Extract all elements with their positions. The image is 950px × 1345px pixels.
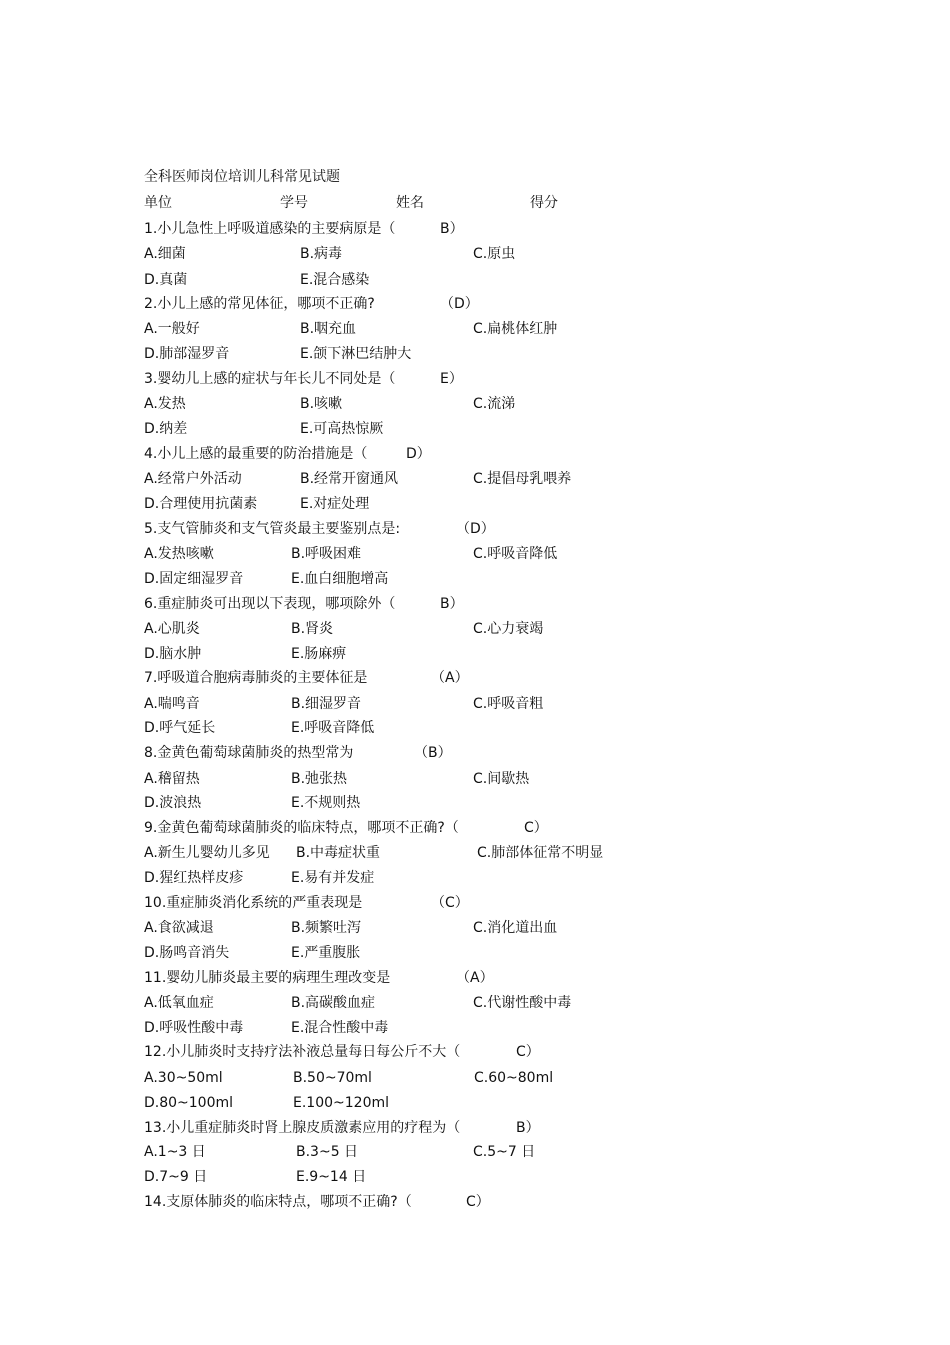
question-stem: 9.金黄色葡萄球菌肺炎的临床特点，哪项不正确?（ C） (144, 816, 744, 841)
option-e: E.血白细胞增高 (291, 571, 389, 587)
option-d: D.80~100ml (144, 1095, 234, 1111)
option-d: D.肺部湿罗音 (144, 346, 230, 362)
option-e: E.易有并发症 (291, 870, 375, 886)
options-row (144, 941, 744, 966)
options-row (144, 617, 744, 642)
options-row (144, 342, 744, 367)
options-row (144, 542, 744, 567)
score-field-label: 得分 (530, 195, 558, 211)
options-row (144, 692, 744, 717)
option-a: A.食欲减退 (144, 920, 214, 936)
question-stem: 4.小儿上感的最重要的防治措施是（ D） (144, 442, 744, 467)
option-a: A.喘鸣音 (144, 696, 200, 712)
option-e: E.呼吸音降低 (291, 720, 375, 736)
unit-field-label: 单位 (144, 195, 172, 211)
option-d: D.呼吸性酸中毒 (144, 1020, 244, 1036)
answer-key: B） (440, 596, 464, 612)
question-stem: 7.呼吸道合胞病毒肺炎的主要体征是 （A） (144, 666, 744, 691)
option-b: B.50~70ml (293, 1070, 372, 1086)
option-a: A.细菌 (144, 246, 186, 262)
option-c: C.提倡母乳喂养 (473, 471, 572, 487)
answer-key: （A） (456, 970, 494, 986)
option-b: B.病毒 (300, 246, 343, 262)
option-d: D.7~9 日 (144, 1169, 208, 1185)
option-c: C.代谢性酸中毒 (473, 995, 572, 1011)
option-d: D.纳差 (144, 421, 188, 437)
option-c: C.呼吸音粗 (473, 696, 544, 712)
option-d: D.脑水肿 (144, 646, 202, 662)
option-d: D.呼气延长 (144, 720, 216, 736)
option-b: B.弛张热 (291, 771, 348, 787)
options-row (144, 467, 744, 492)
option-b: B.3~5 日 (296, 1144, 359, 1160)
options-row (144, 1165, 744, 1190)
option-b: B.呼吸困难 (291, 546, 362, 562)
options-row (144, 767, 744, 792)
option-c: C.肺部体征常不明显 (477, 845, 604, 861)
question-stem: 12.小儿肺炎时支持疗法补液总量每日每公斤不大（ C） (144, 1040, 744, 1065)
option-c: C.流涕 (473, 396, 516, 412)
option-d: D.波浪热 (144, 795, 202, 811)
answer-key: （A） (431, 670, 469, 686)
options-row (144, 392, 744, 417)
option-b: B.经常开窗通风 (300, 471, 399, 487)
option-e: E.混合感染 (300, 272, 370, 288)
answer-key: C） (516, 1044, 540, 1060)
option-c: C.5~7 日 (473, 1144, 536, 1160)
options-row (144, 1066, 744, 1091)
options-row (144, 268, 744, 293)
option-b: B.肾炎 (291, 621, 334, 637)
options-row (144, 716, 744, 741)
question-stem: 5.支气管肺炎和支气管炎最主要鉴别点是: （D） (144, 517, 744, 542)
option-c: C.心力衰竭 (473, 621, 544, 637)
document-title (144, 165, 340, 190)
option-b: B.频繁吐泻 (291, 920, 362, 936)
question-stem: 14.支原体肺炎的临床特点，哪项不正确?（ C） (144, 1190, 744, 1215)
option-d: D.肠鸣音消失 (144, 945, 230, 961)
question-stem: 1.小儿急性上呼吸道感染的主要病原是（ B） (144, 217, 744, 242)
option-a: A.新生儿婴幼儿多见 (144, 845, 270, 861)
option-c: C.扁桃体红肿 (473, 321, 558, 337)
option-b: B.细湿罗音 (291, 696, 362, 712)
options-row (144, 317, 744, 342)
answer-key: （D） (456, 521, 495, 537)
answer-key: B） (440, 221, 464, 237)
question-stem: 10.重症肺炎消化系统的严重表现是 （C） (144, 891, 744, 916)
answer-key: （B） (414, 745, 452, 761)
options-row (144, 841, 744, 866)
option-e: E.不规则热 (291, 795, 361, 811)
question-stem: 13.小儿重症肺炎时肾上腺皮质激素应用的疗程为（ B） (144, 1116, 744, 1141)
option-e: E.9~14 日 (296, 1169, 367, 1185)
options-row (144, 242, 744, 267)
option-c: C.60~80ml (474, 1070, 554, 1086)
student-id-field-label: 学号 (280, 195, 308, 211)
option-d: D.固定细湿罗音 (144, 571, 244, 587)
answer-key: C） (466, 1194, 490, 1210)
option-d: D.合理使用抗菌素 (144, 496, 258, 512)
option-a: A.1~3 日 (144, 1144, 206, 1160)
option-b: B.咽充血 (300, 321, 357, 337)
answer-key: B） (516, 1120, 540, 1136)
options-row (144, 1091, 744, 1116)
question-stem: 8.金黄色葡萄球菌肺炎的热型常为 （B） (144, 741, 744, 766)
option-b: B.咳嗽 (300, 396, 343, 412)
question-stem: 11.婴幼儿肺炎最主要的病理生理改变是 （A） (144, 966, 744, 991)
option-c: C.呼吸音降低 (473, 546, 558, 562)
option-a: A.稽留热 (144, 771, 200, 787)
option-e: E.严重腹胀 (291, 945, 361, 961)
header-fields-row (144, 191, 744, 216)
name-field-label: 姓名 (396, 195, 424, 211)
option-a: A.心肌炎 (144, 621, 200, 637)
question-stem: 6.重症肺炎可出现以下表现，哪项除外（ B） (144, 592, 744, 617)
question-stem: 2.小儿上感的常见体征，哪项不正确? （D） (144, 292, 744, 317)
options-row (144, 1140, 744, 1165)
option-d: D.真菌 (144, 272, 188, 288)
options-row (144, 916, 744, 941)
option-e: E.对症处理 (300, 496, 370, 512)
options-row (144, 791, 744, 816)
options-row (144, 567, 744, 592)
option-b: B.高碳酸血症 (291, 995, 376, 1011)
option-e: E.肠麻痹 (291, 646, 347, 662)
option-a: A.30~50ml (144, 1070, 223, 1086)
option-c: C.原虫 (473, 246, 516, 262)
option-a: A.低氧血症 (144, 995, 214, 1011)
option-a: A.经常户外活动 (144, 471, 242, 487)
option-e: E.颌下淋巴结肿大 (300, 346, 412, 362)
question-stem: 3.婴幼儿上感的症状与年长儿不同处是（ E） (144, 367, 744, 392)
title-text: 全科医师岗位培训儿科常见试题 (144, 169, 340, 185)
option-a: A.发热咳嗽 (144, 546, 214, 562)
option-c: C.间歇热 (473, 771, 530, 787)
answer-key: C） (524, 820, 548, 836)
option-d: D.猩红热样皮疹 (144, 870, 244, 886)
answer-key: D） (406, 446, 431, 462)
option-a: A.发热 (144, 396, 186, 412)
options-row (144, 1016, 744, 1041)
option-e: E.100~120ml (293, 1095, 389, 1111)
answer-key: E） (440, 371, 463, 387)
option-c: C.消化道出血 (473, 920, 558, 936)
answer-key: （D） (440, 296, 479, 312)
option-a: A.一般好 (144, 321, 200, 337)
option-e: E.混合性酸中毒 (291, 1020, 389, 1036)
options-row (144, 991, 744, 1016)
option-b: B.中毒症状重 (296, 845, 381, 861)
options-row (144, 492, 744, 517)
answer-key: （C） (431, 895, 469, 911)
options-row (144, 866, 744, 891)
options-row (144, 642, 744, 667)
options-row (144, 417, 744, 442)
option-e: E.可高热惊厥 (300, 421, 384, 437)
